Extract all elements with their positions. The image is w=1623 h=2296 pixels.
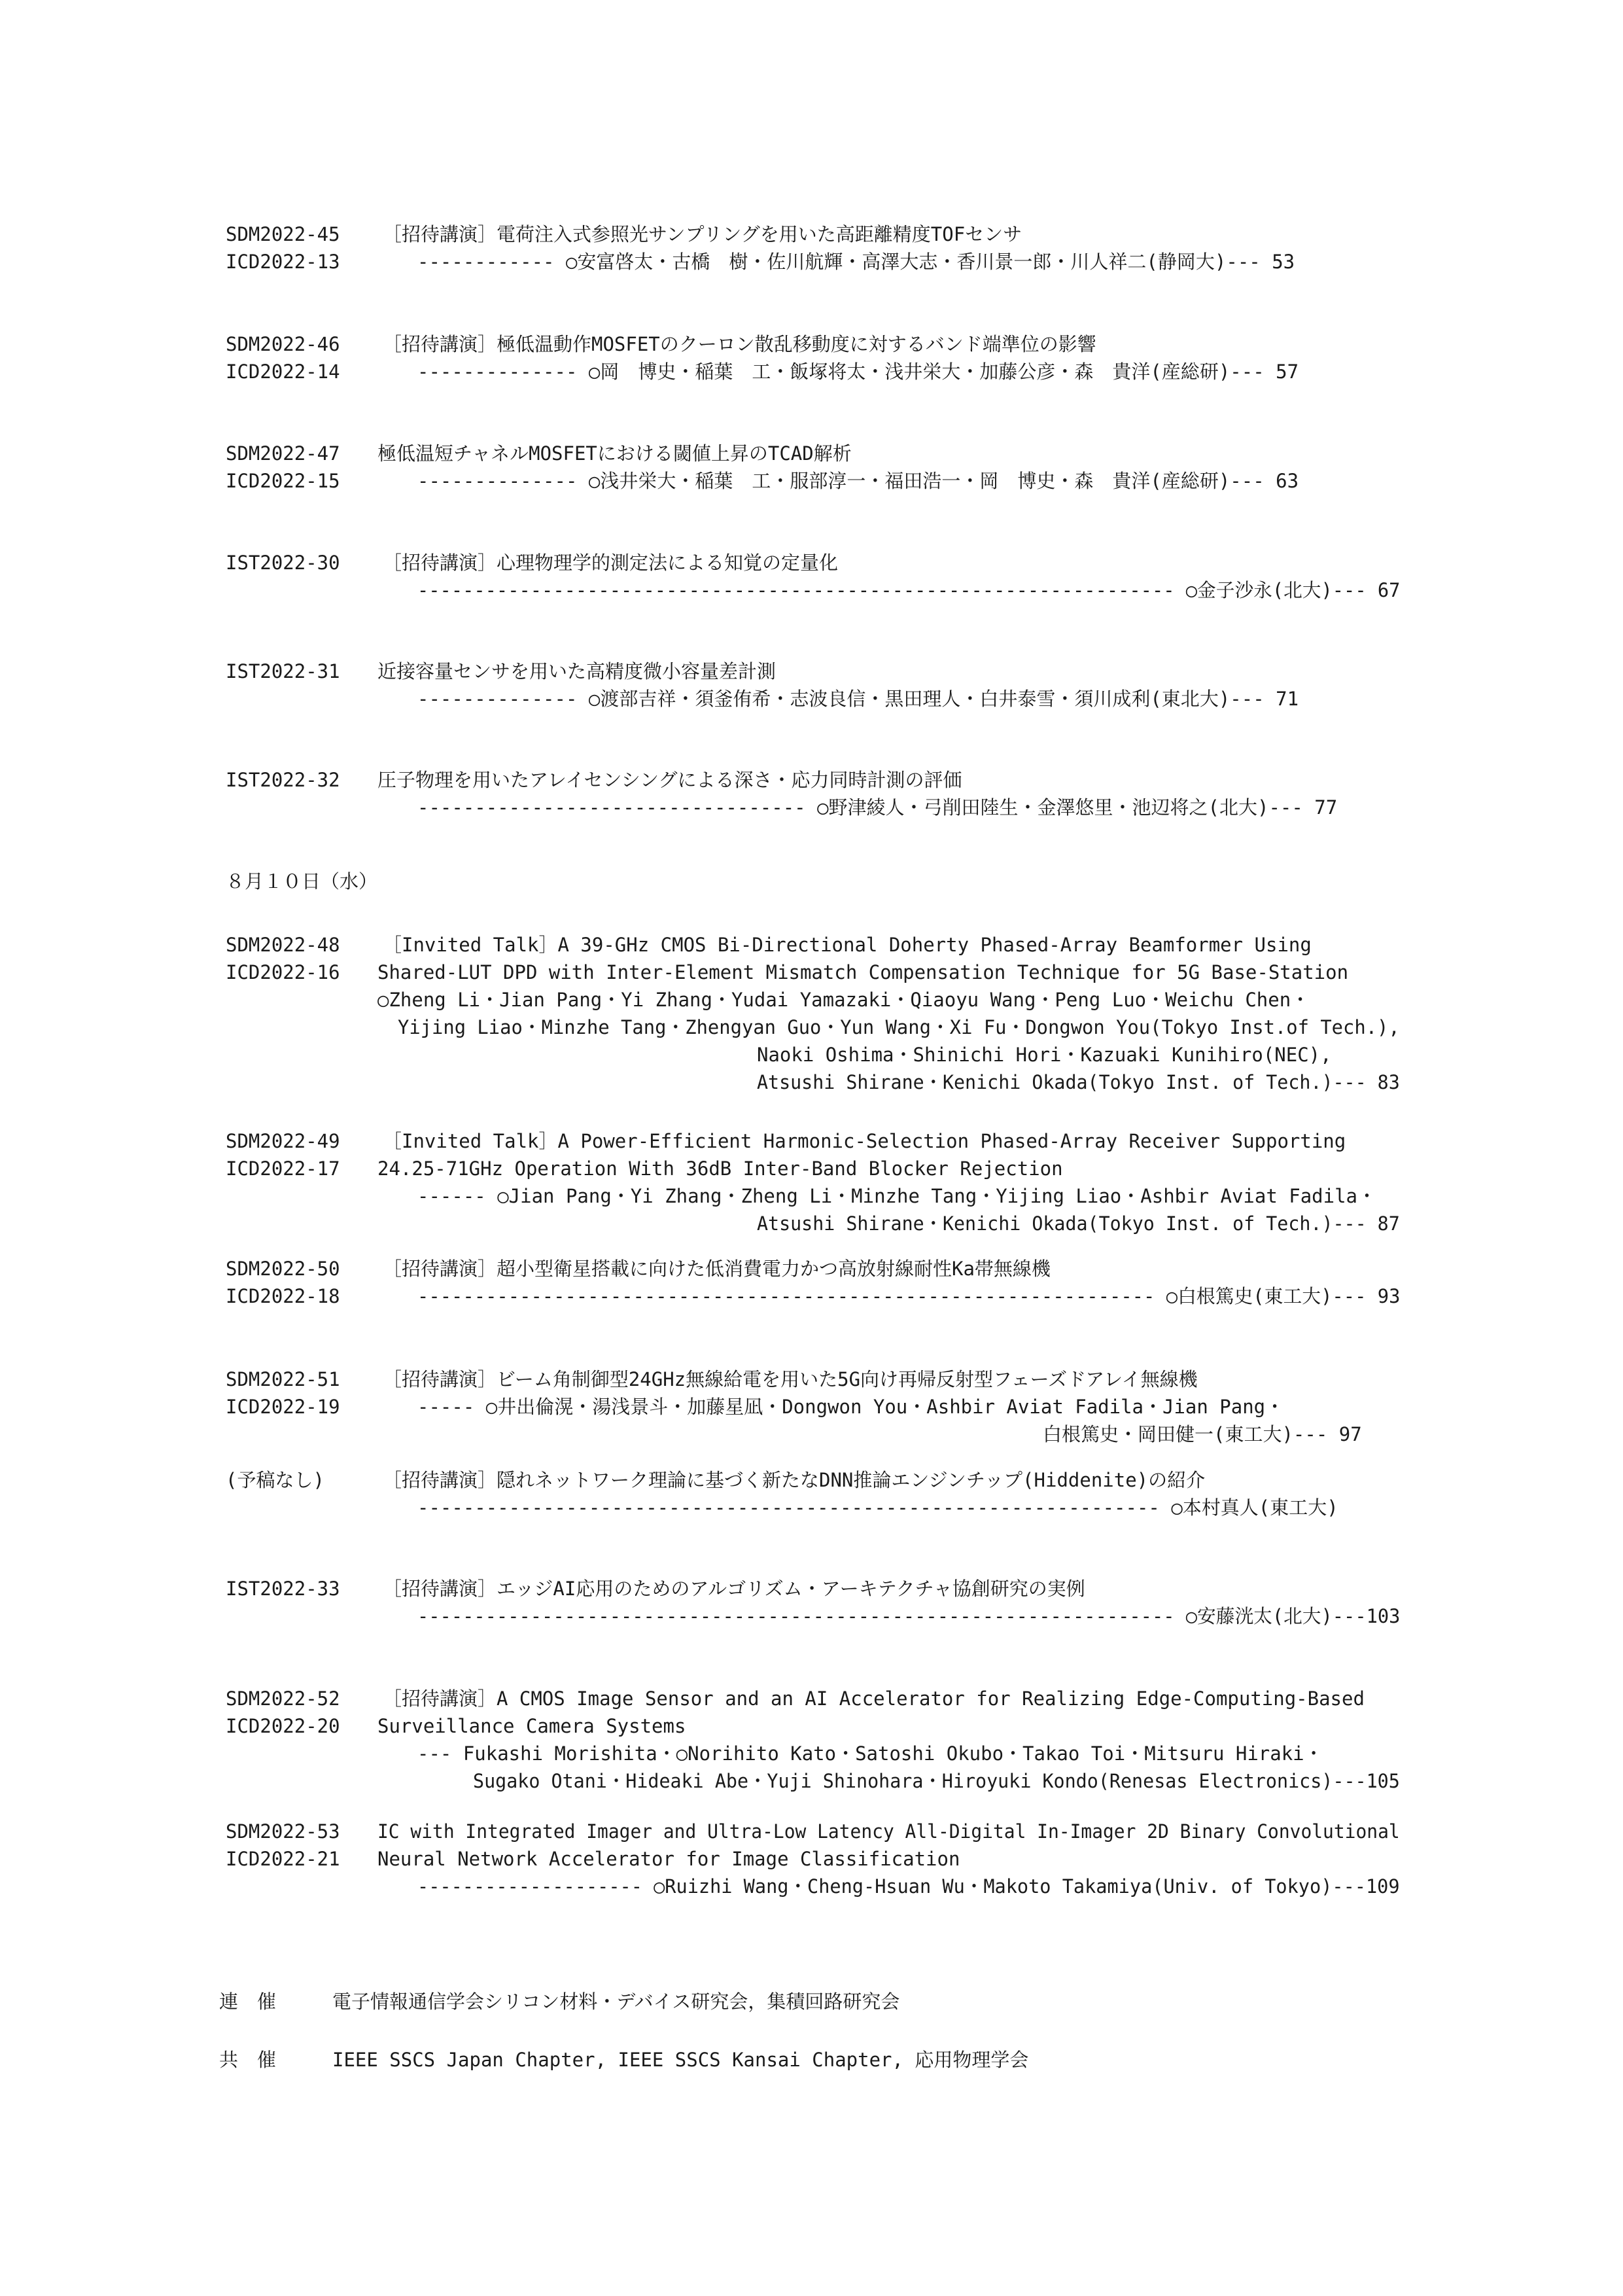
paper-title: ［招待講演］超小型衛星搭載に向けた低消費電力かつ高放射線耐性Ka帯無線機 bbox=[383, 1258, 1051, 1280]
paper-code: SDM2022-47 bbox=[226, 442, 340, 465]
paper-authors: Atsushi Shirane・Kenichi Okada(Tokyo Inst. of Tech.)--- 83 bbox=[757, 1071, 1400, 1093]
paper-authors: -------------- ○浅井栄大・稲葉 工・服部淳一・福田浩一・岡 博史・森 貴洋(産総研)--- 63 bbox=[417, 470, 1299, 492]
paper-authors: ----------------------------------------------------------------- ○白根篤史(東工大)--- 93 bbox=[417, 1285, 1401, 1307]
paper-authors: ------------ ○安富啓太・古橋 樹・佐川航輝・高澤大志・香川景一郎・川人祥二(静岡大)--- 53 bbox=[417, 251, 1295, 273]
paper-code: IST2022-33 bbox=[226, 1578, 340, 1600]
paper-code: SDM2022-45 bbox=[226, 223, 340, 245]
paper-title: ［招待講演］心理物理学的測定法による知覚の定量化 bbox=[383, 552, 839, 574]
paper-code: ICD2022-21 bbox=[226, 1848, 340, 1870]
paper-code: SDM2022-46 bbox=[226, 333, 340, 355]
paper-authors: --- Fukashi Morishita・○Norihito Kato・Satoshi Okubo・Takao Toi・Mitsuru Hiraki・ bbox=[417, 1742, 1323, 1765]
paper-authors: Naoki Oshima・Shinichi Hori・Kazuaki Kunihiro(NEC), bbox=[757, 1044, 1332, 1066]
paper-code: ICD2022-20 bbox=[226, 1715, 340, 1737]
paper-authors: -------------- ○渡部吉祥・須釜侑希・志波良信・黒田理人・白井泰雪・須川成利(東北大)--- 71 bbox=[417, 688, 1299, 710]
paper-code: ICD2022-14 bbox=[226, 361, 340, 383]
paper-code: SDM2022-53 bbox=[226, 1820, 340, 1843]
paper-code: IST2022-30 bbox=[226, 552, 340, 574]
cosponsor-text: IEEE SSCS Japan Chapter, IEEE SSCS Kansai Chapter, 応用物理学会 bbox=[332, 2049, 1029, 2071]
paper-title: ［Invited Talk］A 39-GHz CMOS Bi-Directional Doherty Phased-Array Beamformer Using bbox=[383, 934, 1312, 956]
paper-authors: 白根篤史・岡田健一(東工大)--- 97 bbox=[1043, 1423, 1362, 1445]
paper-code: SDM2022-52 bbox=[226, 1687, 340, 1710]
paper-authors: -------------------- ○Ruizhi Wang・Cheng-Hsuan Wu・Makoto Takamiya(Univ. of Tokyo)---109 bbox=[417, 1875, 1400, 1898]
paper-code: IST2022-31 bbox=[226, 660, 340, 682]
cohost-text: 電子情報通信学会シリコン材料・デバイス研究会，集積回路研究会 bbox=[332, 1990, 900, 2013]
paper-code: ICD2022-15 bbox=[226, 470, 340, 492]
paper-title: ［招待講演］エッジAI応用のためのアルゴリズム・アーキテクチャ協創研究の実例 bbox=[383, 1578, 1085, 1600]
paper-title: 極低温短チャネルMOSFETにおける閾値上昇のTCAD解析 bbox=[377, 442, 852, 465]
paper-authors: ------------------------------------------------------------------- ○安藤洸太(北大)---103 bbox=[417, 1605, 1401, 1627]
paper-code: ICD2022-19 bbox=[226, 1396, 340, 1418]
paper-code: SDM2022-51 bbox=[226, 1368, 340, 1390]
paper-title: 24.25-71GHz Operation With 36dB Inter-Band Blocker Rejection bbox=[377, 1157, 1063, 1180]
paper-code: SDM2022-49 bbox=[226, 1130, 340, 1152]
paper-authors: Sugako Otani・Hideaki Abe・Yuji Shinohara・Hiroyuki Kondo(Renesas Electronics)---105 bbox=[473, 1770, 1400, 1792]
paper-authors: ------------------------------------------------------------------- ○金子沙永(北大)--- 67 bbox=[417, 579, 1401, 601]
paper-title: 圧子物理を用いたアレイセンシングによる深さ・応力同時計測の評価 bbox=[377, 769, 962, 791]
paper-code: ICD2022-18 bbox=[226, 1285, 340, 1307]
paper-code: ICD2022-17 bbox=[226, 1157, 340, 1180]
date-heading: ８月１０日（水） bbox=[226, 870, 378, 892]
paper-title: ［招待講演］極低温動作MOSFETのクーロン散乱移動度に対するバンド端準位の影響 bbox=[383, 333, 1096, 355]
paper-code: SDM2022-50 bbox=[226, 1258, 340, 1280]
paper-title: IC with Integrated Imager and Ultra-Low Latency All-Digital In-Imager 2D Binary Convolutional bbox=[377, 1820, 1400, 1843]
cosponsor-label: 共 催 bbox=[219, 2049, 277, 2071]
paper-title: ［招待講演］A CMOS Image Sensor and an AI Accelerator for Realizing Edge-Computing-Based bbox=[383, 1687, 1365, 1710]
paper-authors: ○Zheng Li・Jian Pang・Yi Zhang・Yudai Yamazaki・Qiaoyu Wang・Peng Luo・Weichu Chen・ bbox=[377, 989, 1310, 1011]
paper-authors: ------ ○Jian Pang・Yi Zhang・Zheng Li・Minzhe Tang・Yijing Liao・Ashbir Aviat Fadila・ bbox=[417, 1185, 1377, 1207]
paper-authors: ---------------------------------- ○野津綾人・弓削田陸生・金澤悠里・池辺将之(北大)--- 77 bbox=[417, 796, 1338, 819]
paper-title: ［招待講演］ビーム角制御型24GHz無線給電を用いた5G向け再帰反射型フェーズドアレイ無線機 bbox=[383, 1368, 1198, 1390]
paper-title: ［Invited Talk］A Power-Efficient Harmonic-Selection Phased-Array Receiver Supporting bbox=[383, 1130, 1346, 1152]
paper-title: 近接容量センサを用いた高精度微小容量差計測 bbox=[377, 660, 777, 682]
paper-title: ［招待講演］隠れネットワーク理論に基づく新たなDNN推論エンジンチップ(Hiddenite)の紹介 bbox=[383, 1469, 1206, 1491]
paper-code: (予稿なし) bbox=[226, 1469, 324, 1491]
paper-title: Surveillance Camera Systems bbox=[377, 1715, 686, 1737]
paper-authors: Atsushi Shirane・Kenichi Okada(Tokyo Inst. of Tech.)--- 87 bbox=[757, 1212, 1400, 1235]
paper-authors: Yijing Liao・Minzhe Tang・Zhengyan Guo・Yun Wang・Xi Fu・Dongwon You(Tokyo Inst.of Tech.), bbox=[398, 1016, 1400, 1038]
paper-authors: ----------------------------------------------------------------- ○本村真人(東工大) bbox=[417, 1496, 1338, 1519]
paper-authors: ----- ○井出倫滉・湯浅景斗・加藤星凪・Dongwon You・Ashbir Aviat Fadila・Jian Pang・ bbox=[417, 1396, 1285, 1418]
paper-code: IST2022-32 bbox=[226, 769, 340, 791]
paper-authors: -------------- ○岡 博史・稲葉 工・飯塚将太・浅井栄大・加藤公彦・森 貴洋(産総研)--- 57 bbox=[417, 361, 1299, 383]
paper-code: SDM2022-48 bbox=[226, 934, 340, 956]
paper-title: Shared-LUT DPD with Inter-Element Mismatch Compensation Technique for 5G Base-Station bbox=[377, 961, 1349, 983]
paper-title: Neural Network Accelerator for Image Classification bbox=[377, 1848, 960, 1870]
paper-code: ICD2022-13 bbox=[226, 251, 340, 273]
paper-code: ICD2022-16 bbox=[226, 961, 340, 983]
cohost-label: 連 催 bbox=[219, 1990, 277, 2013]
paper-title: ［招待講演］電荷注入式参照光サンプリングを用いた高距離精度TOFセンサ bbox=[383, 223, 1022, 245]
